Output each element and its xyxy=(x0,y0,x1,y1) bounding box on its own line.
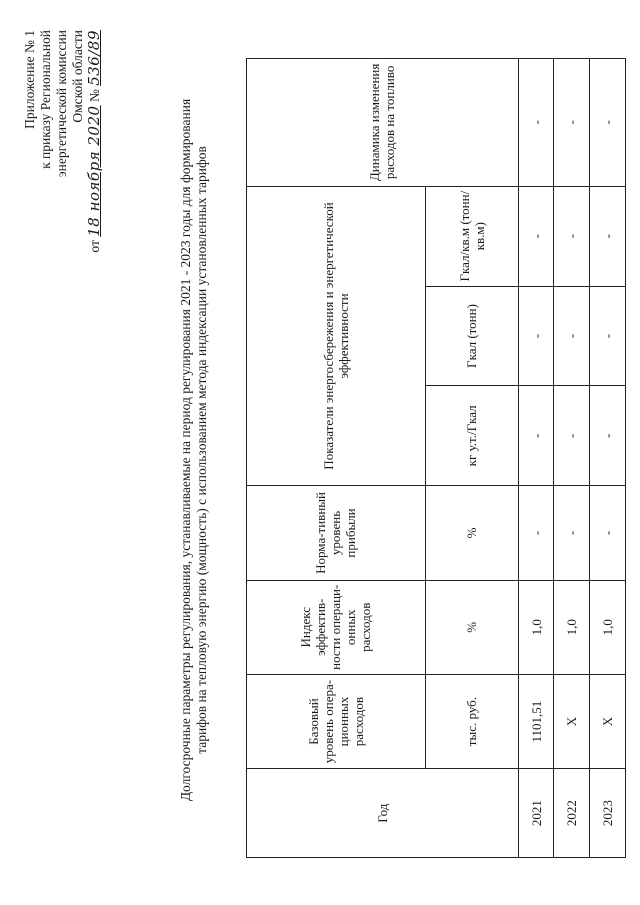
cell-energy-3: - xyxy=(554,186,590,286)
appendix-commission: энергетической комиссии xyxy=(54,30,69,178)
cell-base-cost: Х xyxy=(590,674,626,768)
unit-normative-profit: % xyxy=(425,486,518,580)
cell-fuel-dynamics: - xyxy=(554,59,590,187)
cell-normative-profit: - xyxy=(590,486,626,580)
cell-normative-profit: - xyxy=(554,486,590,580)
cell-energy-1: - xyxy=(554,386,590,486)
cell-fuel-dynamics: - xyxy=(518,59,554,187)
unit-base-cost: тыс. руб. xyxy=(425,674,518,768)
cell-energy-2: - xyxy=(518,286,554,386)
handwritten-date: 18 ноября 2020 xyxy=(85,105,103,237)
header-row xyxy=(247,59,426,858)
cell-efficiency-index: 1,0 xyxy=(518,580,554,674)
cell-efficiency-index: 1,0 xyxy=(554,580,590,674)
cell-year: 2022 xyxy=(554,769,590,858)
table-row xyxy=(590,59,626,858)
cell-energy-1: - xyxy=(590,386,626,486)
cell-energy-1: - xyxy=(518,386,554,486)
parameters-table xyxy=(246,58,626,858)
cell-fuel-dynamics: - xyxy=(590,59,626,187)
document-heading xyxy=(178,40,210,860)
appendix-date-line xyxy=(86,30,103,360)
header-efficiency-index: Индекс эффектив-ности операци-онных расходов xyxy=(247,580,426,674)
appendix-order: к приказу Региональной xyxy=(38,30,53,169)
unit-efficiency-index: % xyxy=(425,580,518,674)
cell-year: 2021 xyxy=(518,769,554,858)
cell-normative-profit: - xyxy=(518,486,554,580)
number-prefix: № xyxy=(87,89,102,103)
heading-line-2: тарифов на тепловую энергию (мощность) с использованием метода индексации установленных тарифов xyxy=(194,146,209,754)
cell-energy-3: - xyxy=(518,186,554,286)
header-base-cost: Базовый уровень опера-ционных расходов xyxy=(247,674,426,768)
cell-base-cost: 1101,51 xyxy=(518,674,554,768)
appendix-title: Приложение № 1 xyxy=(22,30,37,129)
cell-energy-3: - xyxy=(590,186,626,286)
cell-energy-2: - xyxy=(554,286,590,386)
heading-line-1: Долгосрочные параметры регулирования, устанавливаемые на период регулирования 2021 - 2023 годы для формирования xyxy=(178,98,193,802)
table-row xyxy=(518,59,554,858)
cell-year: 2023 xyxy=(590,769,626,858)
appendix-region: Омской области xyxy=(70,30,85,123)
rotated-content xyxy=(0,20,640,880)
appendix-block xyxy=(22,30,103,360)
date-prefix: от xyxy=(87,240,102,253)
unit-energy-3: Гкал/кв.м (тонн/кв.м) xyxy=(425,186,518,286)
header-energy-indicators: Показатели энергосбережения и энергетической эффективности xyxy=(247,186,426,486)
header-normative-profit: Норма-тивный уровень прибыли xyxy=(247,486,426,580)
cell-efficiency-index: 1,0 xyxy=(590,580,626,674)
cell-energy-2: - xyxy=(590,286,626,386)
header-fuel-dynamics: Динамика изменения расходов на топливо xyxy=(247,59,519,187)
unit-energy-1: кг у.т./Гкал xyxy=(425,386,518,486)
header-year: Год xyxy=(247,769,519,858)
table-row xyxy=(554,59,590,858)
handwritten-number: 536/89 xyxy=(85,30,103,86)
cell-base-cost: Х xyxy=(554,674,590,768)
unit-energy-2: Гкал (тонн) xyxy=(425,286,518,386)
